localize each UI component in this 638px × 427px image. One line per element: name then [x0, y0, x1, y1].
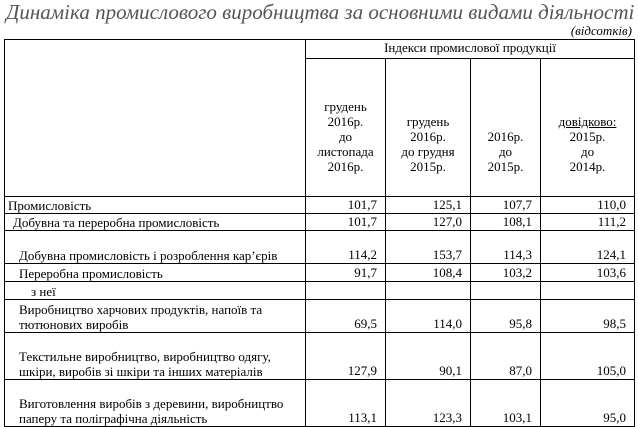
header-row-group [5, 40, 635, 59]
value-cell: 107,7 [471, 197, 541, 214]
value-cell: 101,7 [306, 197, 386, 214]
table-row [5, 300, 635, 333]
row-label: Промисловість [5, 197, 306, 214]
value-cell: 127,0 [386, 214, 471, 231]
header-empty-cell [5, 40, 306, 197]
column-header [541, 59, 635, 197]
row-label: з неї [5, 282, 306, 300]
value-cell: 87,0 [471, 333, 541, 380]
value-cell: 153,7 [386, 231, 471, 264]
table-row [5, 264, 635, 282]
value-cell: 114,0 [386, 300, 471, 333]
column-header-line: грудень [324, 99, 367, 114]
table-row [5, 197, 635, 214]
value-cell: 101,7 [306, 214, 386, 231]
value-cell: 103,1 [471, 380, 541, 427]
value-cell [541, 282, 635, 300]
column-header-line: 2016р. [327, 114, 364, 129]
column-header-line: 2016р. [410, 129, 446, 144]
value-cell: 123,3 [386, 380, 471, 427]
column-header-note: довідково: [558, 114, 617, 129]
value-cell: 95,0 [541, 380, 635, 427]
column-header-line: листопада [317, 144, 374, 159]
column-header [471, 59, 541, 197]
column-header [306, 59, 386, 197]
value-cell: 105,0 [541, 333, 635, 380]
column-header-line [544, 114, 631, 129]
value-cell: 103,2 [471, 264, 541, 282]
table-row [5, 380, 635, 427]
value-cell [306, 282, 386, 300]
column-header-line: 2016р. [327, 159, 364, 174]
column-header-line: 2016р. [487, 129, 524, 144]
value-cell: 103,6 [541, 264, 635, 282]
table-row [5, 333, 635, 380]
column-header-line: до грудня [401, 144, 455, 159]
column-header [386, 59, 471, 197]
table-row [5, 231, 635, 264]
value-cell: 127,9 [306, 333, 386, 380]
value-cell: 108,4 [386, 264, 471, 282]
unit-label: (відсотків) [570, 23, 632, 38]
value-cell: 111,2 [541, 214, 635, 231]
column-header-line: 2015р. [410, 159, 446, 174]
value-cell: 114,3 [471, 231, 541, 264]
value-cell: 95,8 [471, 300, 541, 333]
value-cell: 124,1 [541, 231, 635, 264]
value-cell [386, 282, 471, 300]
table-row [5, 214, 635, 231]
value-cell: 113,1 [306, 380, 386, 427]
value-cell: 98,5 [541, 300, 635, 333]
row-label: Переробна промисловість [5, 264, 306, 282]
value-cell: 125,1 [386, 197, 471, 214]
value-cell [471, 282, 541, 300]
column-header-line: до [338, 129, 353, 144]
value-cell: 90,1 [386, 333, 471, 380]
column-header-line: 2015р. [487, 159, 524, 174]
table-row [5, 282, 635, 300]
row-label: Добувна промисловість і розроблення кар’єрів [5, 231, 306, 264]
row-label: Виготовлення виробів з деревини, виробництво паперу та поліграфічна діяльність [5, 380, 306, 427]
row-label: Добувна та переробна промисловість [5, 214, 306, 231]
table-title: Динаміка промислового виробництва за основними видами діяльності [6, 0, 635, 24]
value-cell: 110,0 [541, 197, 635, 214]
value-cell: 108,1 [471, 214, 541, 231]
row-label: Виробництво харчових продуктів, напоїв та тютюнових виробів [5, 300, 306, 333]
column-header-line: до [580, 144, 595, 159]
production-index-table [4, 39, 635, 427]
column-header-line: до [498, 144, 513, 159]
value-cell: 114,2 [306, 231, 386, 264]
column-header-line: грудень [406, 114, 450, 129]
header-group: Індекси промислової продукції [306, 40, 635, 59]
column-header-line: 2015р. [569, 129, 606, 144]
row-label: Текстильне виробництво, виробництво одягу, шкіри, виробів зі шкіри та інших матеріалів [5, 333, 306, 380]
value-cell: 69,5 [306, 300, 386, 333]
value-cell: 91,7 [306, 264, 386, 282]
column-header-line: 2014р. [569, 159, 606, 174]
